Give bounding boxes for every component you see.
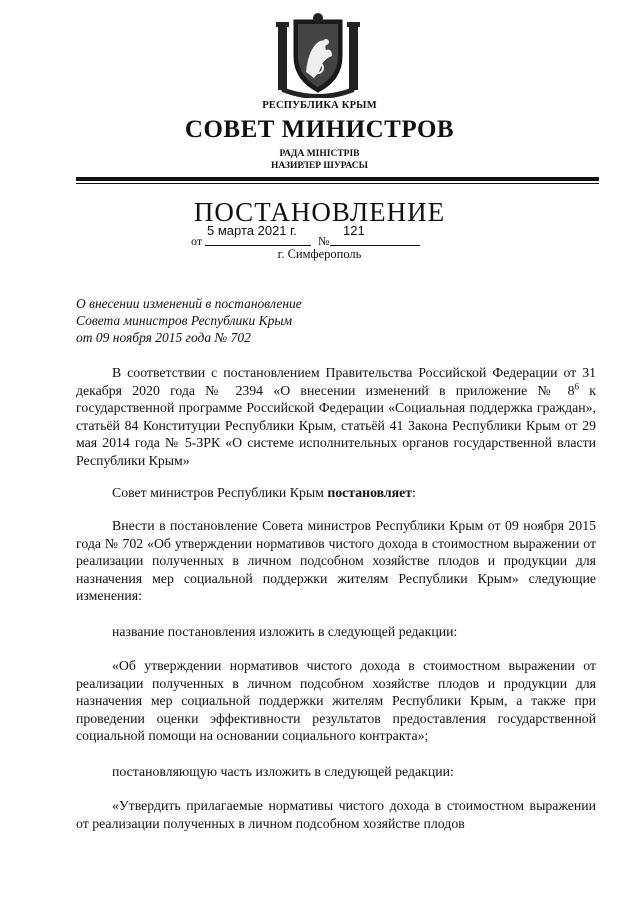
council-title-crimean-tatar: НАЗИРЛЕР ШУРАСЫ xyxy=(271,161,368,171)
republic-name: РЕСПУБЛИКА КРЫМ xyxy=(262,100,377,111)
document-subject xyxy=(76,295,376,346)
document-type-title: ПОСТАНОВЛЕНИЕ xyxy=(193,197,446,227)
resolves-paragraph: Совет министров Республики Крым постановляет: xyxy=(112,485,416,500)
document-date: 5 марта 2021 г. xyxy=(207,223,297,238)
crimea-coat-of-arms-icon xyxy=(270,12,366,98)
council-title: СОВЕТ МИНИСТРОВ xyxy=(184,116,455,143)
header-divider-thin xyxy=(76,183,599,184)
from-label: от xyxy=(191,234,203,248)
new-title-paragraph: «Об утверждении нормативов чистого дохода в стоимостном выражении от реализации полученных в личном подсобном хозяйстве плодов и продукции для назначения мер социальной поддержки жителям Республики Крым, а также при проведении оценки эффективности результатов предоставления государственной социальной помощи на основании социального контракта»; xyxy=(76,658,596,744)
subject-line: Совета министров Республики Крым xyxy=(76,313,293,328)
amendment-paragraph: Внести в постановление Совета министров Республики Крым от 09 ноября 2015 года № 702 «Об утверждении нормативов чистого дохода в стоимостном выражении от реализации полученных в личном подсобном хозяйстве плодов и продукции для назначения мер социальной поддержки жителям Республики Крым» следующие изменения: xyxy=(76,518,596,604)
council-title-ukrainian: РАДА МІНІСТРІВ xyxy=(279,149,360,159)
number-underline xyxy=(330,245,420,246)
new-operative-paragraph: «Утвердить прилагаемые нормативы чистого дохода в стоимостном выражении от реализации полученных в личном подсобном хозяйстве плодов xyxy=(76,798,596,831)
header-divider-thick xyxy=(76,177,599,181)
subject-line: от 09 ноября 2015 года № 702 xyxy=(76,330,251,345)
city: г. Симферополь xyxy=(277,247,362,261)
operative-change-paragraph: постановляющую часть изложить в следующей редакции: xyxy=(112,764,454,779)
number-label: № xyxy=(318,234,330,248)
date-underline xyxy=(205,245,311,246)
title-change-paragraph: название постановления изложить в следующей редакции: xyxy=(112,624,458,639)
date-number-line xyxy=(191,222,421,246)
preamble-paragraph: В соответствии с постановлением Правительства Российской Федерации от 31 декабря 2020 года № 2394 «О внесении изменений в приложение № $8^6$ к государственной программе Российской Федерации «Социальная поддержка граждан», статьёй 84 Конституции Республики Крым, статьёй 41 Закона Республики Крым от 29 мая 2014 года № 5-ЗРК «О системе исполнительных органов государственной власти Республики Крым» xyxy=(76,365,596,468)
resolves-keyword: постановляет xyxy=(327,485,413,500)
superscript-6: 6 xyxy=(574,381,580,391)
document-number: 121 xyxy=(343,223,365,238)
subject-line: О внесении изменений в постановление xyxy=(76,296,302,311)
